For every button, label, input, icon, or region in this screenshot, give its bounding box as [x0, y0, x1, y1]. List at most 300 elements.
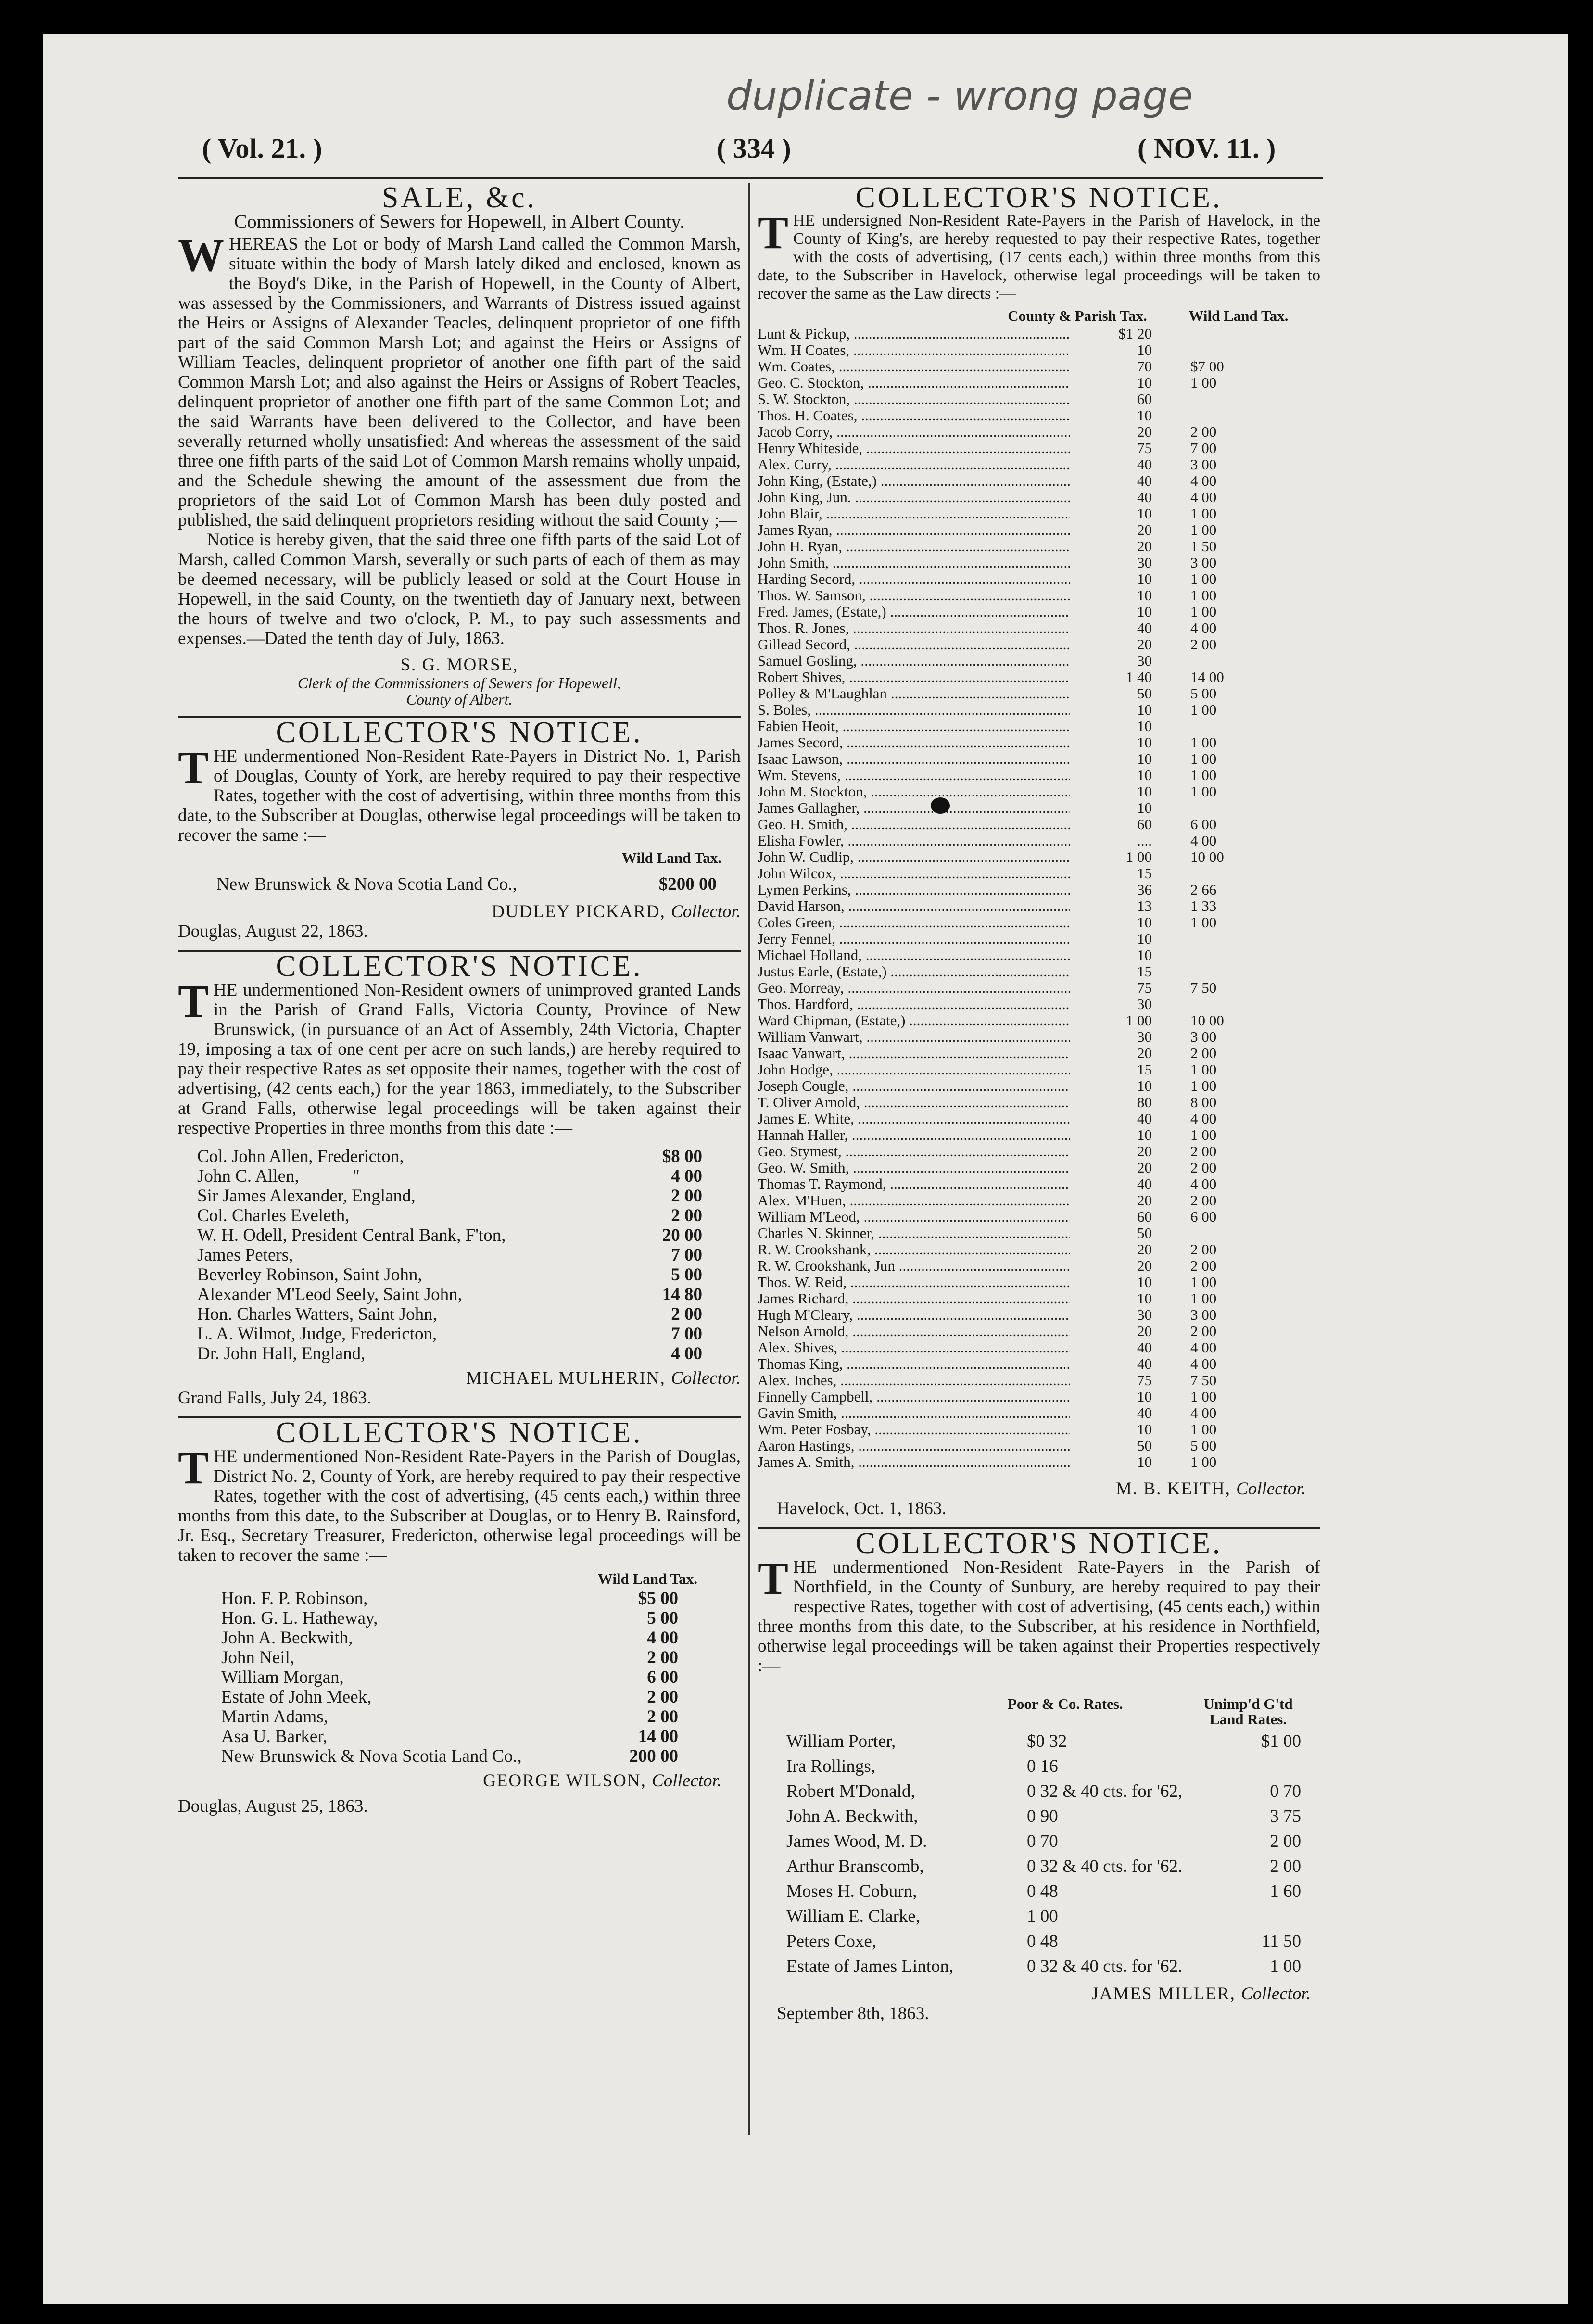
list-item: [758, 702, 1296, 718]
payer-name: New Brunswick & Nova Scotia Land Co.,: [216, 874, 517, 894]
payer-amount: 2 00: [647, 1707, 678, 1727]
county-parish-tax: 10: [1137, 799, 1152, 816]
payer-name: Gillead Secord, .....: [758, 636, 1070, 653]
notice-body: [178, 742, 741, 845]
notice-date: Havelock, Oct. 1, 1863.: [777, 1499, 947, 1518]
wild-land-tax: 3 00: [1190, 1028, 1217, 1045]
payer-name: Wm. Coates, .....: [758, 358, 1070, 375]
payer-name: James Secord, .....: [758, 734, 1070, 751]
list-item: [758, 816, 1296, 833]
payer-name: Nelson Arnold, .....: [758, 1323, 1070, 1339]
payer-amount: 2 00: [671, 1186, 702, 1206]
payer-name: John Wilcox, .....: [758, 865, 1070, 882]
wild-land-tax: 1 00: [1190, 1421, 1217, 1438]
county-parish-tax: 10: [1137, 1453, 1152, 1470]
county-parish-tax: 30: [1137, 1028, 1152, 1045]
county-parish-tax: 10: [1137, 1077, 1152, 1094]
page-number: ( 334 ): [717, 133, 791, 164]
county-parish-tax: 10: [1137, 930, 1152, 947]
wild-land-tax: 3 00: [1190, 554, 1217, 571]
notice-body-text: HE undermentioned Non-Resident Rate-Payers in the Parish of Douglas, District No. 2, County of York, are hereby required to pay their respective Rates, together with the cost of advertising, (45 cents each,) within three months from this date, to the Subscriber at Douglas, or to Henry B. Rainsford, Jr. Esq., Secretary Treasurer, Fredericton, otherwise legal proceedings will be taken to recover the same :—: [178, 1447, 741, 1565]
list-item: [221, 1687, 678, 1707]
payer-name: Moses H. Coburn,: [786, 1882, 917, 1901]
list-item: [758, 1339, 1296, 1356]
wild-land-tax: 1 00: [1190, 767, 1217, 783]
sale-body-text: HEREAS the Lot or body of Marsh Land called the Common Marsh, situate within the body of Marsh lately diked and enclosed, known as the Boyd's Dike, in the Parish of Hopewell, in the County of Albert, was assessed by the Commissioners, and Warrants of Distress issued against the Heirs or Assigns of Alexander Teacles, delinquent proprietor of one fifth part of the said Common Marsh Lot; and against the Heirs or Assigns of William Teacles, delinquent proprietor of another one fifth part of the said Common Marsh Lot; and also against the Heirs or Assigns of Robert Teacles, delinquent proprietor of another one fifth part of the same Common Lot; and the said Warrants have been delivered to the Collector, and have been severally returned wholly unsatisfied: And whereas the assessment of the said three one fifth parts of the said Lot of Common Marsh remains wholly unpaid, and the Schedule shewing the amount of the assessment due from the proprietors of the said Lot of Common Marsh has been duly posted and published, the said delinquent proprietors residing without the said County ;—: [178, 234, 741, 530]
wild-land-tax: 1 00: [1190, 1290, 1217, 1307]
payer-name: John H. Ryan, .....: [758, 538, 1070, 555]
county-parish-tax: 60: [1137, 1208, 1152, 1225]
payer-name: James Ryan, .....: [758, 522, 1070, 538]
douglas-district1-notice: [178, 716, 741, 941]
county-parish-tax: 10: [1137, 341, 1152, 358]
notice-date: Grand Falls, July 24, 1863.: [178, 1388, 371, 1408]
payer-amount: 5 00: [671, 1265, 702, 1285]
douglas2-list: [178, 1589, 741, 1766]
wild-land-tax: 10 00: [1190, 1012, 1224, 1029]
list-item: [197, 1186, 702, 1206]
list-item: [221, 1589, 678, 1608]
list-item: [758, 1290, 1296, 1307]
list-item: [197, 1344, 702, 1364]
payer-name: R. W. Crookshank, Jun .....: [758, 1258, 1070, 1274]
list-item: [758, 571, 1296, 587]
payer-name: Isaac Vanwart, .....: [758, 1045, 1070, 1061]
payer-name: Thomas T. Raymond, .....: [758, 1176, 1070, 1192]
county-parish-tax: 13: [1137, 897, 1152, 914]
poor-co-rates: $0 32: [1027, 1731, 1067, 1751]
county-parish-tax: 75: [1137, 440, 1152, 456]
collector-role: Collector.: [671, 902, 741, 922]
payer-name: Martin Adams,: [221, 1707, 328, 1727]
wild-land-tax: 3 00: [1190, 456, 1217, 473]
list-item: [197, 1265, 702, 1285]
payer-name: Peters Coxe,: [786, 1932, 877, 1951]
list-item: [758, 1389, 1296, 1405]
wild-land-tax: 2 00: [1190, 1323, 1217, 1339]
wild-land-tax: 2 00: [1190, 1143, 1217, 1160]
sale-notice-text: Notice is hereby given, that the said three one fifth parts of the said Lot of Marsh, called Common Marsh, severally or such parts of each of them as may be deemed necessary, will be publicly leased or sold at the Court House in Hopewell, in the said County, on the twentieth day of January next, between the hours of twelve and two o'clock, P. M., to pay such assessments and expenses.—Dated the tenth day of July, 1863.: [178, 530, 741, 648]
list-item: [758, 1421, 1296, 1438]
payer-name: Thos. H. Coates, .....: [758, 407, 1070, 424]
list-item: [758, 1372, 1296, 1389]
wild-land-tax: 4 00: [1190, 1339, 1217, 1356]
payer-name: Michael Holland, .....: [758, 947, 1070, 963]
payer-name: William Vanwart, .....: [758, 1029, 1070, 1045]
wild-land-tax: 2 66: [1190, 881, 1217, 898]
county-parish-tax: 40: [1137, 619, 1152, 636]
list-item: [758, 522, 1296, 538]
notice-title: COLLECTOR'S NOTICE.: [855, 1527, 1223, 1560]
list-item: [758, 947, 1296, 963]
list-item: [758, 473, 1296, 489]
list-item: [786, 1729, 1301, 1754]
list-item: [758, 620, 1296, 636]
payer-name: James Gallagher, .....: [758, 800, 1070, 816]
wild-land-tax: 1 00: [1190, 1126, 1217, 1143]
county-parish-tax: 40: [1137, 456, 1152, 473]
wild-land-tax: 4 00: [1190, 1175, 1217, 1192]
column-header: Poor & Co. Rates.: [1008, 1695, 1123, 1712]
column-header: Wild Land Tax.: [597, 1570, 697, 1587]
county-parish-tax: 40: [1137, 1355, 1152, 1372]
wild-land-tax: 2 00: [1190, 1241, 1217, 1258]
wild-land-tax: 6 00: [1190, 1208, 1217, 1225]
wild-land-tax: 1 50: [1190, 538, 1217, 555]
payer-amount: 2 00: [647, 1648, 678, 1667]
county-parish-tax: 10: [1137, 767, 1152, 783]
payer-name: Asa U. Barker,: [221, 1727, 328, 1746]
sale-notice: [178, 181, 741, 708]
payer-name: John King, Jun. .....: [758, 489, 1070, 505]
county-parish-tax: 50: [1137, 1225, 1152, 1241]
payer-amount: $5 00: [638, 1589, 678, 1608]
poor-co-rates: 0 16: [1027, 1756, 1058, 1776]
payer-amount: 2 00: [671, 1304, 702, 1324]
collector-signature: [758, 1479, 1320, 1499]
list-item: [758, 1438, 1296, 1454]
collector-role: Collector.: [671, 1368, 741, 1388]
payer-amount: 20 00: [662, 1225, 702, 1245]
list-item: [758, 767, 1296, 783]
wild-land-tax: 2 00: [1190, 423, 1217, 440]
county-parish-tax: 10: [1137, 750, 1152, 767]
payer-name: Hugh M'Cleary, .....: [758, 1307, 1070, 1323]
wild-land-tax: 1 00: [1190, 701, 1217, 718]
northfield-column-headers: [758, 1680, 1320, 1727]
payer-amount: 2 00: [671, 1206, 702, 1225]
collector-signature: [178, 1771, 741, 1791]
county-parish-tax: 10: [1137, 914, 1152, 931]
payer-name: Thos. R. Jones, .....: [758, 620, 1070, 636]
payer-name: Geo. Morreay, .....: [758, 980, 1070, 996]
payer-amount: 2 00: [647, 1687, 678, 1707]
poor-co-rates: 0 48: [1027, 1932, 1058, 1951]
list-item: [758, 424, 1296, 440]
payer-name: Justus Earle, (Estate,) .....: [758, 963, 1070, 980]
list-item: [758, 914, 1296, 931]
payer-amount: $8 00: [662, 1147, 702, 1166]
list-item: [786, 1929, 1301, 1954]
payer-name: Thos. W. Reid, .....: [758, 1274, 1070, 1290]
payer-name: William E. Clarke,: [786, 1907, 920, 1926]
payer-amount: $200 00: [658, 874, 717, 894]
list-item: [758, 685, 1296, 702]
payer-name: Col. Charles Eveleth,: [197, 1206, 350, 1225]
list-item: [758, 751, 1296, 767]
payer-name: Wm. H Coates, .....: [758, 342, 1070, 358]
list-item: [758, 734, 1296, 751]
wild-land-tax: 7 50: [1190, 1372, 1217, 1389]
payer-amount: 200 00: [629, 1746, 678, 1766]
list-item: [758, 538, 1296, 555]
list-item: [758, 1061, 1296, 1078]
column-divider: [748, 183, 750, 2135]
county-parish-tax: 50: [1137, 1437, 1152, 1454]
poor-co-rates: 0 48: [1027, 1882, 1058, 1901]
list-item: [758, 1405, 1296, 1421]
notice-body-text: HE undersigned Non-Resident Rate-Payers in the Parish of Havelock, in the County of King's, are hereby requested to pay their respective Rates, together with the costs of advertising, (17 cents each,) within three months from this date, to the Subscriber in Havelock, otherwise legal proceedings will be taken to recover the same as the Law directs :—: [758, 212, 1320, 303]
payer-name: Robert M'Donald,: [786, 1781, 915, 1801]
wild-land-tax: 1 00: [1190, 603, 1217, 620]
sale-subtitle: Commissioners of Sewers for Hopewell, in Albert County.: [234, 211, 685, 232]
wild-land-tax: 1 00: [1190, 1077, 1217, 1094]
wild-land-tax: 1 00: [1190, 587, 1217, 604]
list-item: [758, 996, 1296, 1012]
list-item: [758, 1241, 1296, 1258]
county-parish-tax: 20: [1137, 1241, 1152, 1258]
payer-name: L. A. Wilmot, Judge, Fredericton,: [197, 1324, 437, 1344]
wild-land-tax: 14 00: [1190, 669, 1224, 685]
list-item: [758, 882, 1296, 898]
county-parish-tax: 30: [1137, 652, 1152, 669]
list-item: [758, 440, 1296, 456]
payer-name: William Porter,: [786, 1731, 896, 1751]
wild-land-tax: 1 00: [1190, 914, 1217, 931]
payer-name: Elisha Fowler, .....: [758, 833, 1070, 849]
list-item: [758, 604, 1296, 620]
payer-name: John Blair, .....: [758, 505, 1070, 522]
payer-name: Lymen Perkins, .....: [758, 882, 1070, 898]
list-item: [758, 1454, 1296, 1470]
list-item: [786, 1854, 1301, 1879]
sale-body: [178, 229, 741, 530]
list-item: [758, 1012, 1296, 1029]
wild-land-tax: 1 00: [1190, 734, 1217, 751]
notice-title: COLLECTOR'S NOTICE.: [855, 181, 1223, 214]
list-item: [786, 1954, 1301, 1979]
dropcap: T: [758, 207, 789, 258]
poor-co-rates: 1 00: [1027, 1907, 1058, 1926]
douglas-district2-notice: [178, 1416, 741, 1816]
county-parish-tax: 40: [1137, 1110, 1152, 1127]
county-parish-tax: 10: [1137, 701, 1152, 718]
payer-name: James E. White, .....: [758, 1111, 1070, 1127]
list-item: [197, 1206, 702, 1225]
list-item: [758, 1078, 1296, 1094]
payer-amount: 14 80: [662, 1285, 702, 1304]
payer-name: Jerry Fennel, .....: [758, 931, 1070, 947]
poor-co-rates: 0 32 & 40 cts. for '62,: [1027, 1781, 1183, 1801]
county-parish-tax: 1 00: [1125, 848, 1152, 865]
payer-name: John Smith, .....: [758, 555, 1070, 571]
payer-name: Wm. Stevens, .....: [758, 767, 1070, 783]
poor-co-rates: 0 32 & 40 cts. for '62.: [1027, 1957, 1183, 1976]
collector-name: JAMES MILLER,: [1091, 1984, 1236, 2004]
payer-name: Alexander M'Leod Seely, Saint John,: [197, 1285, 462, 1304]
payer-name: Beverley Robinson, Saint John,: [197, 1265, 422, 1285]
collector-name: GEORGE WILSON,: [483, 1771, 646, 1791]
collector-signature: [178, 902, 741, 922]
right-column: [758, 181, 1320, 2023]
payer-name: Geo. C. Stockton, .....: [758, 375, 1070, 391]
list-item: [197, 1147, 702, 1166]
list-item: [221, 1648, 678, 1667]
land-rates: 3 75: [1270, 1806, 1301, 1826]
payer-name: James Wood, M. D.: [786, 1831, 927, 1851]
list-item: [758, 505, 1296, 522]
list-item: [758, 669, 1296, 685]
wild-land-tax: 10 00: [1190, 848, 1224, 865]
land-rates: 2 00: [1270, 1831, 1301, 1851]
county-parish-tax: 40: [1137, 1339, 1152, 1356]
payer-amount: 4 00: [671, 1344, 702, 1364]
county-parish-tax: 15: [1137, 963, 1152, 980]
county-parish-tax: 30: [1137, 554, 1152, 571]
wild-land-tax: 1 33: [1190, 897, 1217, 914]
county-parish-tax: 10: [1137, 1274, 1152, 1290]
ink-blot: [931, 797, 950, 814]
wild-land-tax: 1 00: [1190, 1274, 1217, 1290]
payer-name: Arthur Branscomb,: [786, 1857, 924, 1876]
payer-amount: 4 00: [671, 1166, 702, 1186]
payer-amount: 6 00: [647, 1667, 678, 1687]
dropcap: W: [178, 229, 224, 281]
list-item: [221, 1628, 678, 1648]
payer-name: Fabien Heoit, .....: [758, 718, 1070, 734]
list-item: [758, 1094, 1296, 1111]
payer-name: Alex. Curry, .....: [758, 456, 1070, 473]
payer-name: David Harson, .....: [758, 898, 1070, 914]
wild-land-tax: 1 00: [1190, 783, 1217, 800]
payer-name: Estate of James Linton,: [786, 1957, 954, 1976]
payer-name: Fred. James, (Estate,) .....: [758, 604, 1070, 620]
dropcap: T: [178, 975, 209, 1027]
collector-role: Collector.: [1241, 1984, 1311, 2004]
list-item: [758, 358, 1296, 375]
notice-body: [758, 1553, 1320, 1676]
list-item: [758, 783, 1296, 800]
list-item: [758, 865, 1296, 882]
list-item: [758, 963, 1296, 980]
payer-name: R. W. Crookshank, .....: [758, 1241, 1070, 1258]
grand-falls-list: [178, 1147, 741, 1364]
northfield-notice: [758, 1527, 1320, 2023]
payer-name: William Morgan,: [221, 1667, 344, 1687]
list-item: [786, 1904, 1301, 1929]
payer-name: Hon. G. L. Hatheway,: [221, 1608, 378, 1628]
list-item: [758, 1307, 1296, 1323]
wild-land-tax: 1 00: [1190, 1453, 1217, 1470]
county-parish-tax: ....: [1137, 832, 1152, 849]
grand-falls-notice: [178, 950, 741, 1408]
county-parish-tax: $1 20: [1118, 325, 1152, 342]
wild-land-tax: 5 00: [1190, 1437, 1217, 1454]
payer-name: Geo. Stymest, .....: [758, 1143, 1070, 1160]
list-item: [786, 1829, 1301, 1854]
county-parish-tax: 20: [1137, 1192, 1152, 1209]
payer-name: Thos. Hardford, .....: [758, 996, 1070, 1012]
notice-date: September 8th, 1863.: [777, 2004, 929, 2023]
payer-name: Hon. Charles Watters, Saint John,: [197, 1304, 437, 1324]
list-item: [758, 555, 1296, 571]
notice-title: COLLECTOR'S NOTICE.: [276, 716, 643, 749]
county-parish-tax: 20: [1137, 1159, 1152, 1176]
notice-body: [758, 207, 1320, 303]
payer-name: John Hodge, .....: [758, 1061, 1070, 1078]
county-parish-tax: 1 00: [1125, 1012, 1152, 1029]
county-parish-tax: 60: [1137, 391, 1152, 407]
payer-name: John C. Allen, ": [197, 1166, 360, 1186]
county-parish-tax: 30: [1137, 996, 1152, 1012]
wild-land-tax: $7 00: [1190, 358, 1224, 375]
collector-name: DUDLEY PICKARD,: [492, 902, 666, 922]
wild-land-tax: 5 00: [1190, 685, 1217, 702]
dropcap: T: [178, 742, 209, 793]
list-item: [758, 391, 1296, 407]
poor-co-rates: 0 32 & 40 cts. for '62.: [1027, 1857, 1183, 1876]
county-parish-tax: 1 40: [1125, 669, 1152, 685]
land-rates: 11 50: [1262, 1932, 1301, 1951]
list-item: [178, 874, 741, 894]
list-item: [758, 587, 1296, 604]
havelock-list: [758, 326, 1320, 1470]
header-rule: [178, 177, 1323, 179]
payer-name: S. Boles, .....: [758, 702, 1070, 718]
list-item: [197, 1166, 702, 1186]
payer-amount: 5 00: [647, 1608, 678, 1628]
wild-land-tax: 2 00: [1190, 1257, 1217, 1274]
payer-name: New Brunswick & Nova Scotia Land Co.,: [221, 1746, 522, 1766]
list-item: [221, 1667, 678, 1687]
sale-title: SALE, &c.: [381, 181, 537, 214]
county-parish-tax: 10: [1137, 783, 1152, 800]
wild-land-tax: 1 00: [1190, 570, 1217, 587]
list-item: [758, 1127, 1296, 1143]
payer-name: Geo. W. Smith, .....: [758, 1160, 1070, 1176]
payer-name: Samuel Gosling, .....: [758, 653, 1070, 669]
wild-land-tax: 3 00: [1190, 1306, 1217, 1323]
payer-name: Col. John Allen, Fredericton,: [197, 1147, 404, 1166]
list-item: [197, 1304, 702, 1324]
poor-co-rates: 0 70: [1027, 1831, 1058, 1851]
list-item: [758, 375, 1296, 391]
county-parish-tax: 10: [1137, 505, 1152, 522]
wild-land-tax: 1 00: [1190, 1061, 1217, 1078]
payer-name: Jacob Corry, .....: [758, 424, 1070, 440]
wild-land-tax: 1 00: [1190, 505, 1217, 522]
list-item: [758, 931, 1296, 947]
county-parish-tax: 40: [1137, 472, 1152, 489]
payer-name: Joseph Cougle, .....: [758, 1078, 1070, 1094]
sale-signer: S. G. MORSE,: [400, 655, 518, 675]
wild-land-tax: 1 00: [1190, 374, 1217, 391]
sale-signer-title: Clerk of the Commissioners of Sewers for Hopewell,: [298, 674, 621, 692]
payer-amount: 7 00: [671, 1245, 702, 1265]
payer-name: James A. Smith, .....: [758, 1454, 1070, 1470]
land-rates: 2 00: [1270, 1857, 1301, 1876]
column-header: County & Parish Tax.: [1008, 307, 1147, 324]
payer-amount: 7 00: [671, 1324, 702, 1344]
list-item: [197, 1285, 702, 1304]
dropcap: T: [758, 1553, 789, 1604]
wild-land-tax: 2 00: [1190, 1192, 1217, 1209]
column-header-group: [1195, 1696, 1301, 1727]
payer-name: Aaron Hastings, .....: [758, 1438, 1070, 1454]
wild-land-tax: 7 00: [1190, 440, 1217, 456]
payer-name: John King, (Estate,) .....: [758, 473, 1070, 489]
list-item: [786, 1754, 1301, 1779]
volume-label: ( Vol. 21. ): [202, 133, 322, 164]
left-column: [178, 181, 741, 1816]
county-parish-tax: 10: [1137, 1290, 1152, 1307]
payer-name: Thos. W. Samson, .....: [758, 587, 1070, 604]
county-parish-tax: 10: [1137, 407, 1152, 424]
column-header: Wild Land Tax.: [621, 849, 721, 866]
list-item: [758, 1258, 1296, 1274]
county-parish-tax: 70: [1137, 358, 1152, 375]
payer-name: Alex. Inches, .....: [758, 1372, 1070, 1389]
